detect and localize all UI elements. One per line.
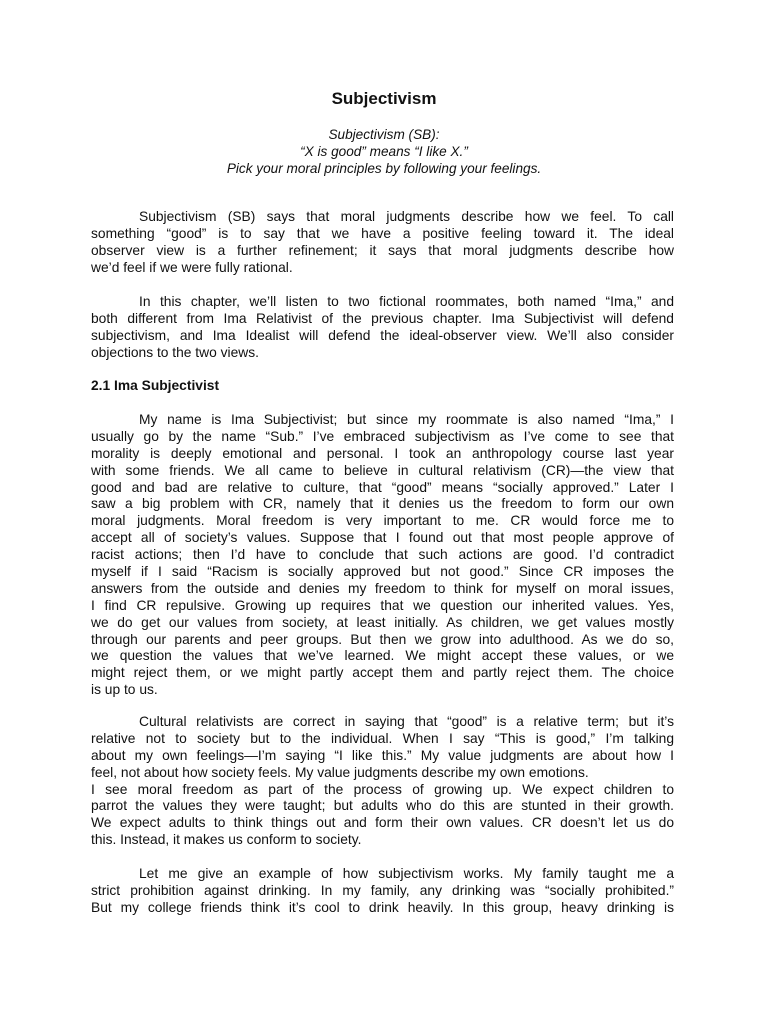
text-line: observer view is a further refinement; it says that moral judgments describe how xyxy=(91,242,674,258)
subtitle-line: Pick your moral principles by following your feelings. xyxy=(226,161,542,176)
text-line: objections to the two views. xyxy=(91,344,259,360)
text-line: is up to us. xyxy=(91,682,158,698)
text-line: relative not to society but to the individual. When I say “This is good,” I’m talking xyxy=(91,730,674,746)
paragraph xyxy=(91,866,674,917)
text-line: In this chapter, we’ll listen to two fictional roommates, both named “Ima,” and xyxy=(139,294,674,309)
text-line: both different from Ima Relativist of the previous chapter. Ima Subjectivist will defend xyxy=(91,310,674,326)
text-line: through our parents and peer groups. But then we grow into adulthood. As we do so, xyxy=(91,631,674,647)
text-line: myself if I said “Racism is socially approved but not good.” Since CR imposes the xyxy=(91,564,674,580)
subtitle-line: “X is good” means “I like X.” xyxy=(300,144,468,159)
text-line: Subjectivism (SB) says that moral judgments describe how we feel. To call xyxy=(139,209,674,224)
subtitle-block xyxy=(0,126,768,177)
text-line: we do get our values from society, at least initially. As children, we get values mostly xyxy=(91,614,674,630)
text-line: morality is deeply emotional and personal. I took an anthropology course last year xyxy=(91,445,674,461)
page-title: Subjectivism xyxy=(331,89,437,108)
text-line: usually go by the name “Sub.” I’ve embraced subjectivism as I’ve come to see that xyxy=(91,428,674,444)
text-line: I find CR repulsive. Growing up requires that we question our inherited values. Yes, xyxy=(91,597,674,613)
text-line: Let me give an example of how subjectivism works. My family taught me a xyxy=(139,866,674,881)
text-line: we question the values that we’ve learned. We might accept these values, or we xyxy=(91,648,674,664)
text-line: good and bad are relative to culture, that “good” means “socially approved.” Later I xyxy=(91,479,674,495)
text-line: saw a big problem with CR, namely that it denies us the freedom to form our own xyxy=(91,496,674,512)
text-line: I see moral freedom as part of the process of growing up. We expect children to xyxy=(91,781,674,797)
text-line: something “good” is to say that we have a positive feeling toward it. The ideal xyxy=(91,225,674,241)
text-line: this. Instead, it makes us conform to society. xyxy=(91,832,362,848)
text-line: strict prohibition against drinking. In my family, any drinking was “socially prohibited.” xyxy=(91,882,674,898)
paragraph xyxy=(91,209,674,277)
text-line: about my own feelings—I’m saying “I like this.” My value judgments are about how I xyxy=(91,747,674,763)
section-heading: 2.1 Ima Subjectivist xyxy=(91,378,220,393)
text-line: might reject them, or we might partly accept them and partly reject them. The choice xyxy=(91,665,674,681)
text-line: moral judgments. Moral freedom is very important to me. CR would force me to xyxy=(91,513,674,529)
text-line: We expect adults to think things out and form their own values. CR doesn’t let us do xyxy=(91,815,674,831)
paragraph xyxy=(91,412,674,699)
text-line: Cultural relativists are correct in saying that “good” is a relative term; but it’s xyxy=(139,714,674,729)
paragraph xyxy=(91,714,674,782)
text-line: with some friends. We all came to believe in cultural relativism (CR)—the view that xyxy=(91,462,674,478)
paragraph xyxy=(91,294,674,362)
text-line: But my college friends think it’s cool to drink heavily. In this group, heavy drinking is xyxy=(91,899,674,915)
paragraph xyxy=(91,782,674,850)
text-line: feel, not about how society feels. My value judgments describe my own emotions. xyxy=(91,764,589,780)
text-line: subjectivism, and Ima Idealist will defend the ideal-observer view. We’ll also consider xyxy=(91,327,674,343)
text-line: we’d feel if we were fully rational. xyxy=(91,259,293,275)
text-line: parrot the values they were taught; but adults who do this are stunted in their growth. xyxy=(91,798,674,814)
text-line: racist actions; then I’d have to conclude that such actions are good. I’d contradict xyxy=(91,547,674,563)
text-line: My name is Ima Subjectivist; but since my roommate is also named “Ima,” I xyxy=(139,412,674,427)
text-line: answers from the outside and denies my freedom to think for myself on moral issues, xyxy=(91,580,674,596)
text-line: accept all of society’s values. Suppose that I found out that most people approve of xyxy=(91,530,674,546)
subtitle-line: Subjectivism (SB): xyxy=(328,127,440,142)
